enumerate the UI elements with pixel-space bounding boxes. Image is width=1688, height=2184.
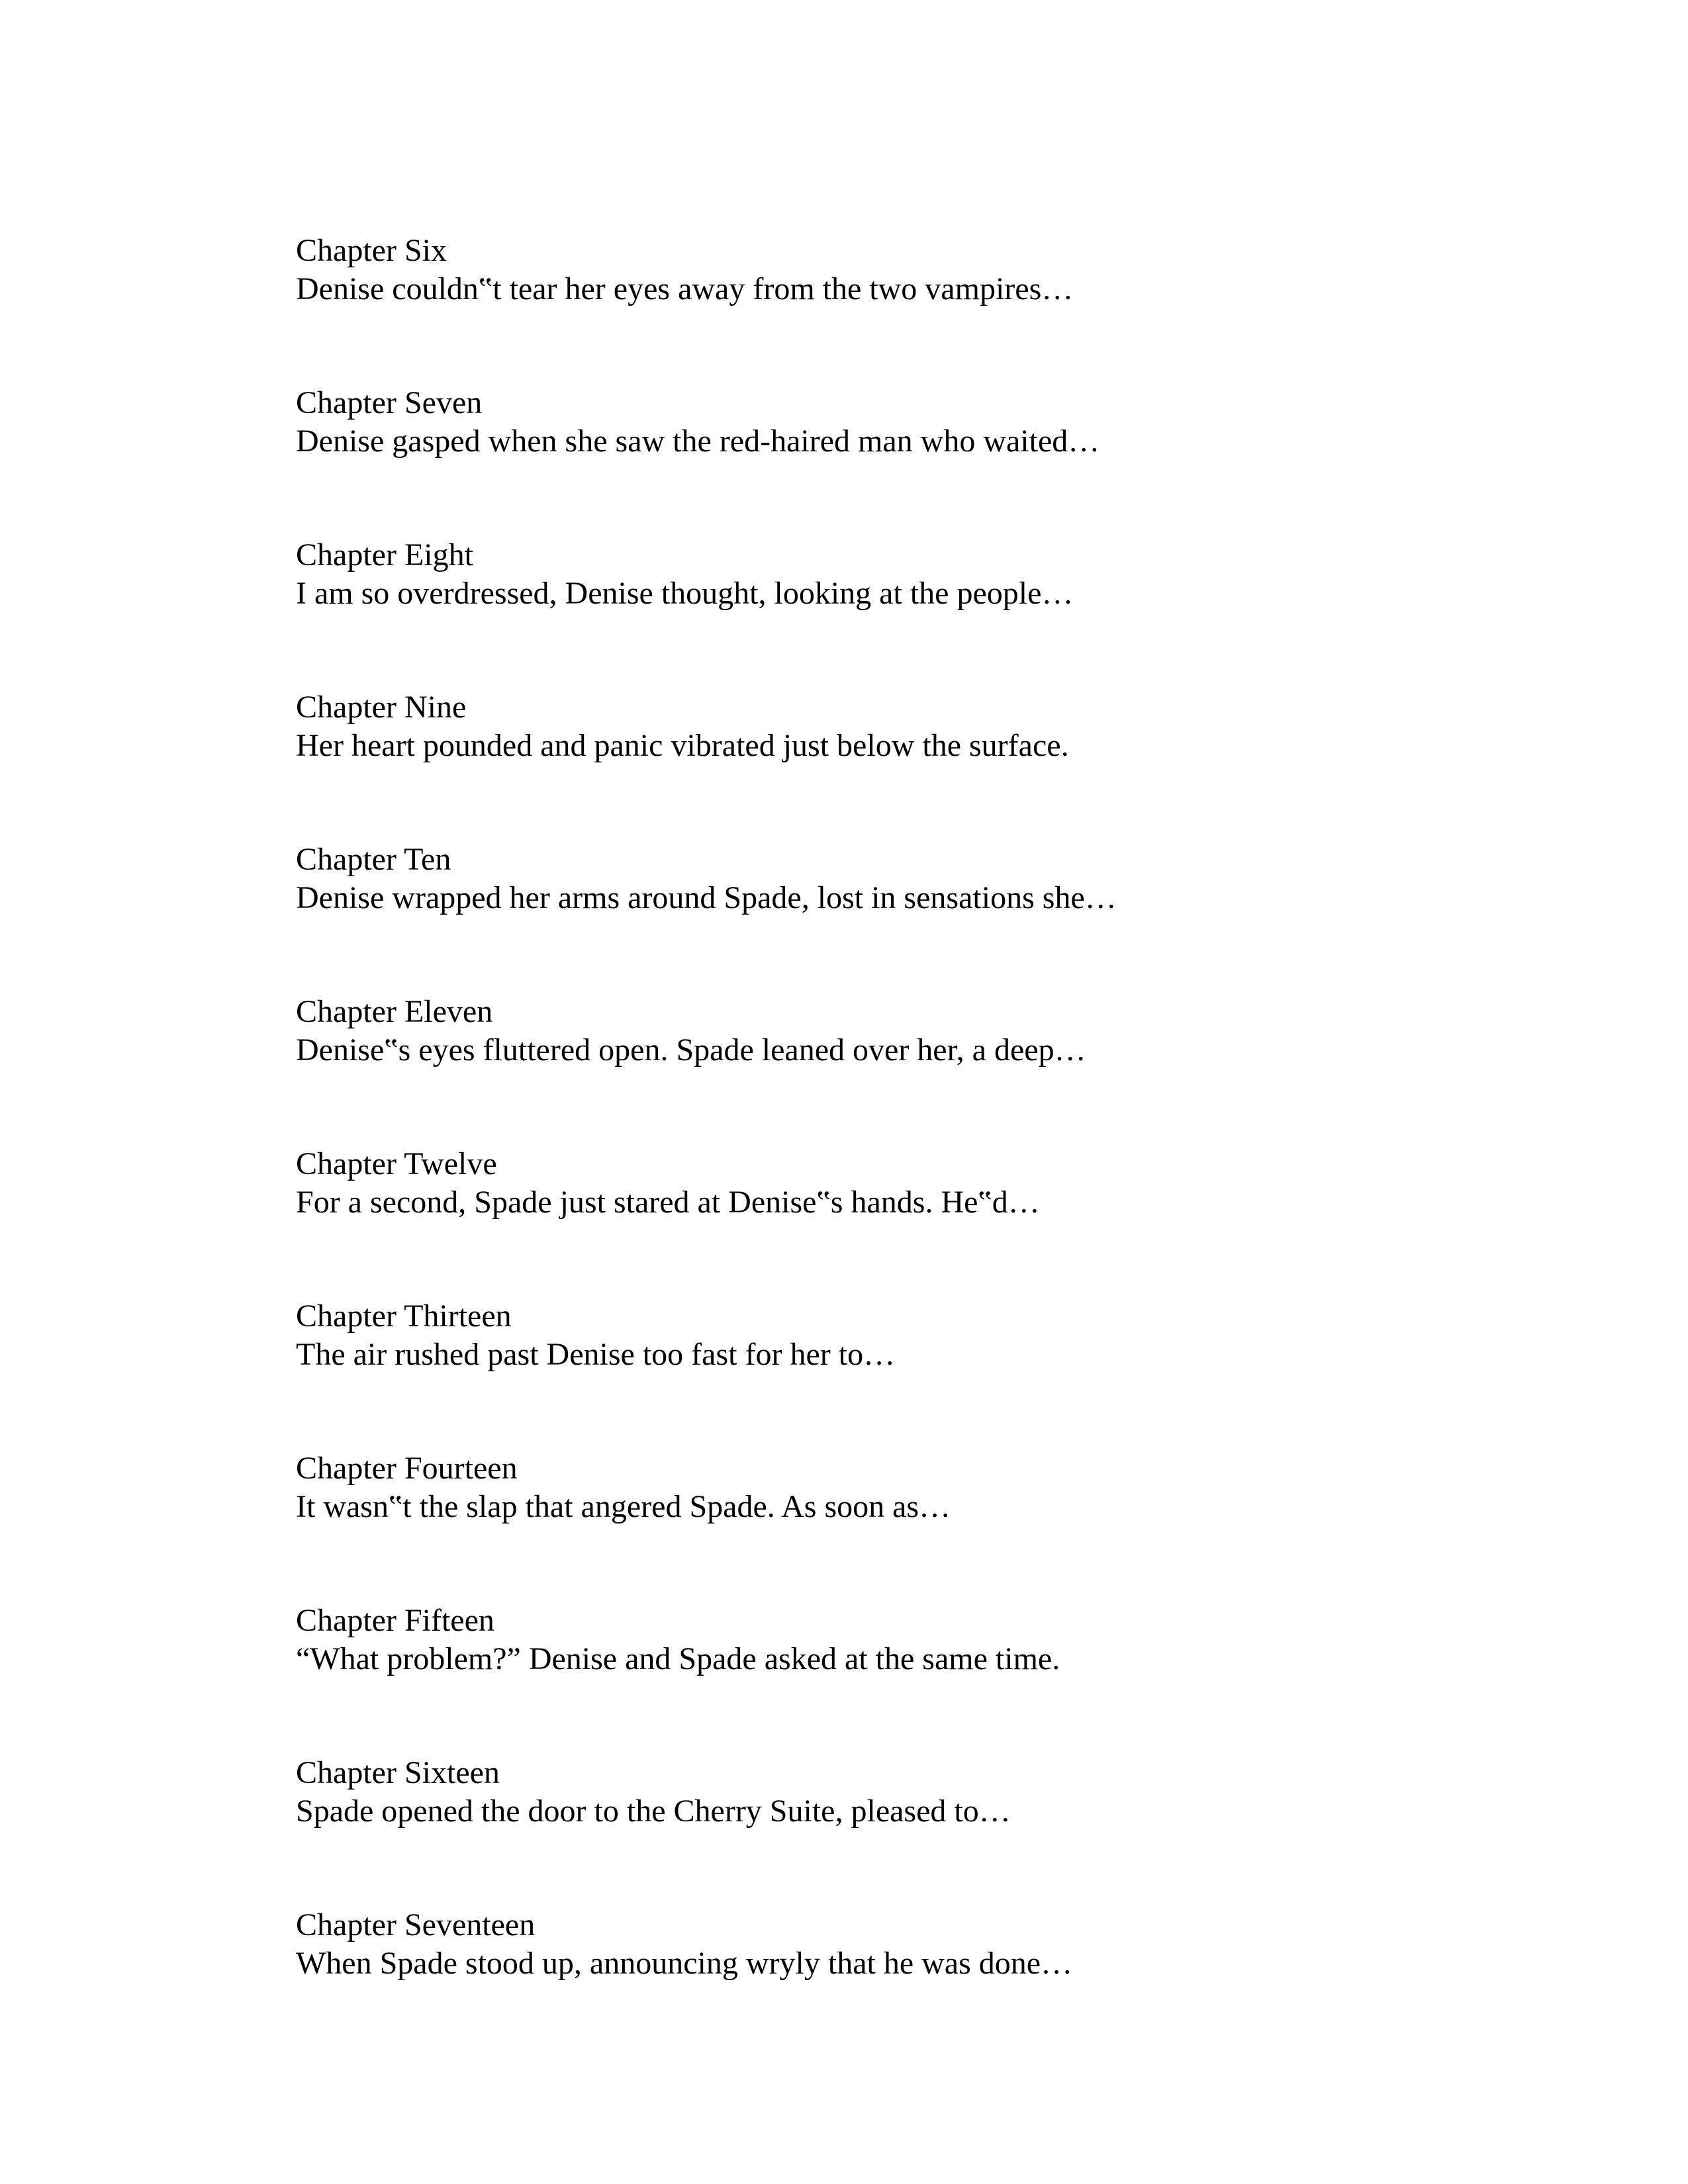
chapter-excerpt: Denise wrapped her arms around Spade, lost in sensations she… xyxy=(296,880,1117,915)
chapter-excerpt: Denise gasped when she saw the red-haired man who waited… xyxy=(296,424,1100,459)
chapter-excerpt: “What problem?” Denise and Spade asked at the same time. xyxy=(296,1641,1060,1676)
chapter-list xyxy=(296,232,1554,2058)
chapter-title: Chapter Seventeen xyxy=(296,1907,536,1942)
chapter-title: Chapter Six xyxy=(296,233,447,268)
chapter-entry xyxy=(296,1906,1554,2058)
chapter-entry xyxy=(296,536,1554,688)
chapter-entry xyxy=(296,1449,1554,1602)
chapter-excerpt: Denise‟s eyes fluttered open. Spade leaned over her, a deep… xyxy=(296,1032,1086,1068)
chapter-excerpt: When Spade stood up, announcing wryly that he was done… xyxy=(296,1946,1073,1981)
chapter-entry xyxy=(296,688,1554,841)
chapter-excerpt: For a second, Spade just stared at Denise‟s hands. He‟d… xyxy=(296,1185,1040,1220)
chapter-entry xyxy=(296,232,1554,384)
chapter-excerpt: Denise couldn‟t tear her eyes away from the two vampires… xyxy=(296,271,1074,306)
chapter-title: Chapter Fifteen xyxy=(296,1603,494,1638)
chapter-title: Chapter Ten xyxy=(296,842,451,877)
chapter-title: Chapter Eleven xyxy=(296,994,493,1029)
chapter-title: Chapter Twelve xyxy=(296,1146,497,1181)
chapter-excerpt: Her heart pounded and panic vibrated just below the surface. xyxy=(296,728,1069,763)
chapter-entry xyxy=(296,1145,1554,1297)
chapter-title: Chapter Sixteen xyxy=(296,1755,500,1790)
chapter-title: Chapter Seven xyxy=(296,385,483,420)
chapter-title: Chapter Thirteen xyxy=(296,1298,512,1334)
chapter-entry xyxy=(296,993,1554,1145)
chapter-title: Chapter Fourteen xyxy=(296,1451,518,1486)
chapter-excerpt: I am so overdressed, Denise thought, looking at the people… xyxy=(296,576,1074,611)
chapter-entry xyxy=(296,1602,1554,1754)
chapter-entry xyxy=(296,1297,1554,1449)
chapter-excerpt: The air rushed past Denise too fast for her to… xyxy=(296,1337,896,1372)
chapter-entry xyxy=(296,1754,1554,1906)
chapter-entry xyxy=(296,841,1554,993)
chapter-entry xyxy=(296,384,1554,536)
chapter-excerpt: It wasn‟t the slap that angered Spade. As soon as… xyxy=(296,1489,951,1524)
chapter-title: Chapter Eight xyxy=(296,537,473,572)
chapter-excerpt: Spade opened the door to the Cherry Suite, pleased to… xyxy=(296,1794,1011,1829)
chapter-title: Chapter Nine xyxy=(296,690,467,725)
